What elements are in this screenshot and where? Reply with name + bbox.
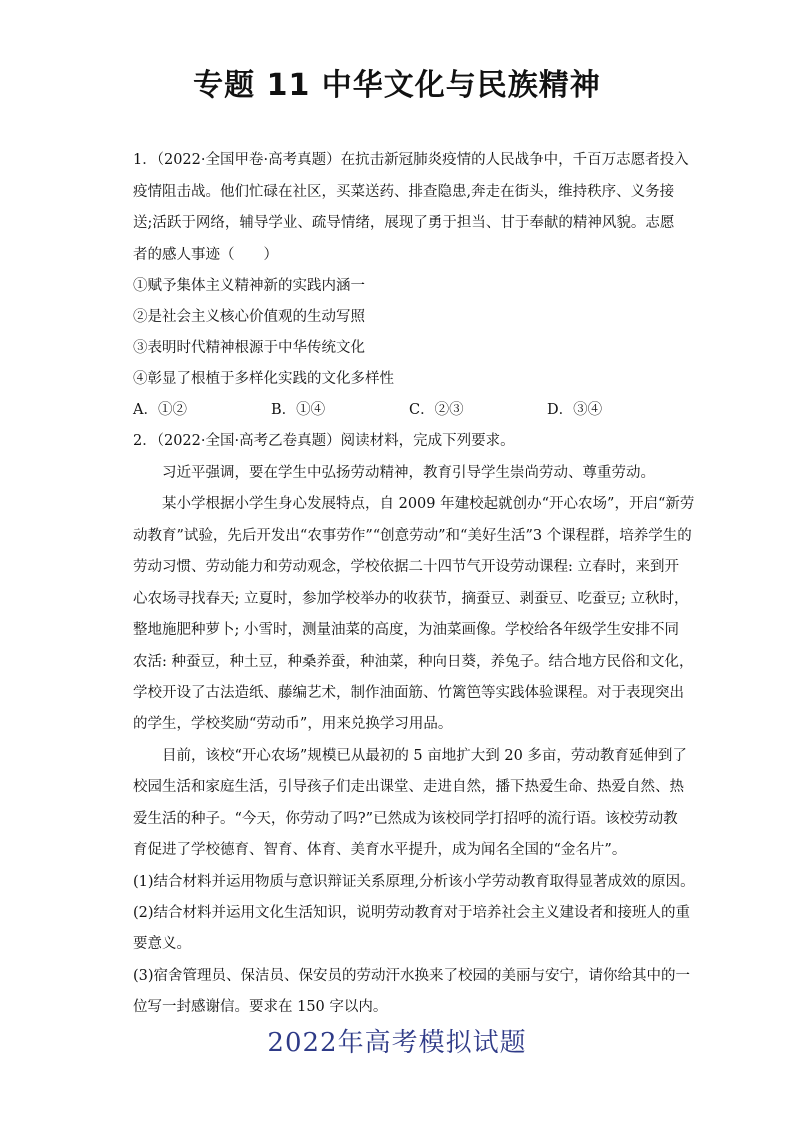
q2-paragraph: 动教育”试验，先后开发出“农事劳作”“创意劳动”和“美好生活”3 个课程群，培养学生的 <box>133 528 692 544</box>
q2-subquestion: (1)结合材料并运用物质与意识辩证关系原理,分析该小学劳动教育取得显著成效的原因。 <box>133 874 695 890</box>
q2-paragraph: 育促进了学校德育、智育、体育、美育水平提升，成为闻名全国的“金名片”。 <box>133 842 627 858</box>
q2-paragraph: 校园生活和家庭生活，引导孩子们走出课堂、走进自然，播下热爱生命、热爱自然、热 <box>133 779 684 795</box>
q1-option-a: A．①② <box>133 402 187 418</box>
q2-paragraph: 某小学根据小学生身心发展特点，自 2009 年建校起就创办“开心农场”，开启“新劳 <box>162 496 695 512</box>
q1-line: 1．（2022·全国甲卷·高考真题）在抗击新冠肺炎疫情的人民战争中，千百万志愿者投入 <box>133 152 689 168</box>
footer-watermark: 2022年高考模拟试题 <box>267 1028 527 1058</box>
q1-line: 者的感人事迹（ ） <box>133 247 278 263</box>
q2-paragraph: 习近平强调，要在学生中弘扬劳动精神，教育引导学生崇尚劳动、尊重劳动。 <box>162 465 655 481</box>
page-title: 专题 11 中华文化与民族精神 <box>193 68 601 103</box>
q2-subquestion: 要意义。 <box>133 936 191 952</box>
q1-statement: ①赋予集体主义精神新的实践内涵一 <box>133 278 365 294</box>
q1-option-c: C．②③ <box>409 402 464 418</box>
q2-paragraph: 学校开设了古法造纸、藤编艺术，制作油面筋、竹篱笆等实践体验课程。对于表现突出 <box>133 685 684 701</box>
q2-subquestion: (2)结合材料并运用文化生活知识，说明劳动教育对于培养社会主义建设者和接班人的重 <box>133 905 691 921</box>
q2-header: 2．（2022·全国·高考乙卷真题）阅读材料，完成下列要求。 <box>133 433 515 449</box>
q2-paragraph: 爱生活的种子。“今天，你劳动了吗?”已然成为该校同学打招呼的流行语。该校劳动教 <box>133 811 678 827</box>
q2-paragraph: 整地施肥种萝卜; 小雪时，测量油菜的高度，为油菜画像。学校给各年级学生安排不同 <box>133 622 679 638</box>
q1-statement: ③表明时代精神根源于中华传统文化 <box>133 340 365 356</box>
q1-line: 送;活跃于网络，辅导学业、疏导情绪，展现了勇于担当、甘于奉献的精神风貌。志愿 <box>133 215 675 231</box>
q1-statement: ②是社会主义核心价值观的生动写照 <box>133 309 365 325</box>
q2-paragraph: 劳动习惯、劳动能力和劳动观念，学校依据二十四节气开设劳动课程: 立春时，来到开 <box>133 559 679 575</box>
q1-statement: ④彰显了根植于多样化实践的文化多样性 <box>133 371 394 387</box>
q1-option-b: B．①④ <box>271 402 326 418</box>
q2-paragraph: 农活: 种蚕豆，种土豆，种桑养蚕，种油菜，种向日葵，养兔子。结合地方民俗和文化， <box>133 654 694 670</box>
q1-option-d: D．③④ <box>547 402 603 418</box>
q2-paragraph: 心农场寻找春天; 立夏时，参加学校举办的收获节，摘蚕豆、剥蚕豆、吃蚕豆; 立秋时， <box>133 591 689 607</box>
q2-subquestion: 位写一封感谢信。要求在 150 字以内。 <box>133 999 388 1015</box>
q2-paragraph: 目前，该校“开心农场”规模已从最初的 5 亩地扩大到 20 多亩，劳动教育延伸到了 <box>162 748 687 764</box>
q2-paragraph: 的学生，学校奖励“劳动币”，用来兑换学习用品。 <box>133 716 453 732</box>
q1-line: 疫情阻击战。他们忙碌在社区，买菜送药、排查隐患,奔走在街头，维持秩序、义务接 <box>133 184 675 200</box>
q2-subquestion: (3)宿舍管理员、保洁员、保安员的劳动汗水换来了校园的美丽与安宁，请你给其中的一 <box>133 968 691 984</box>
